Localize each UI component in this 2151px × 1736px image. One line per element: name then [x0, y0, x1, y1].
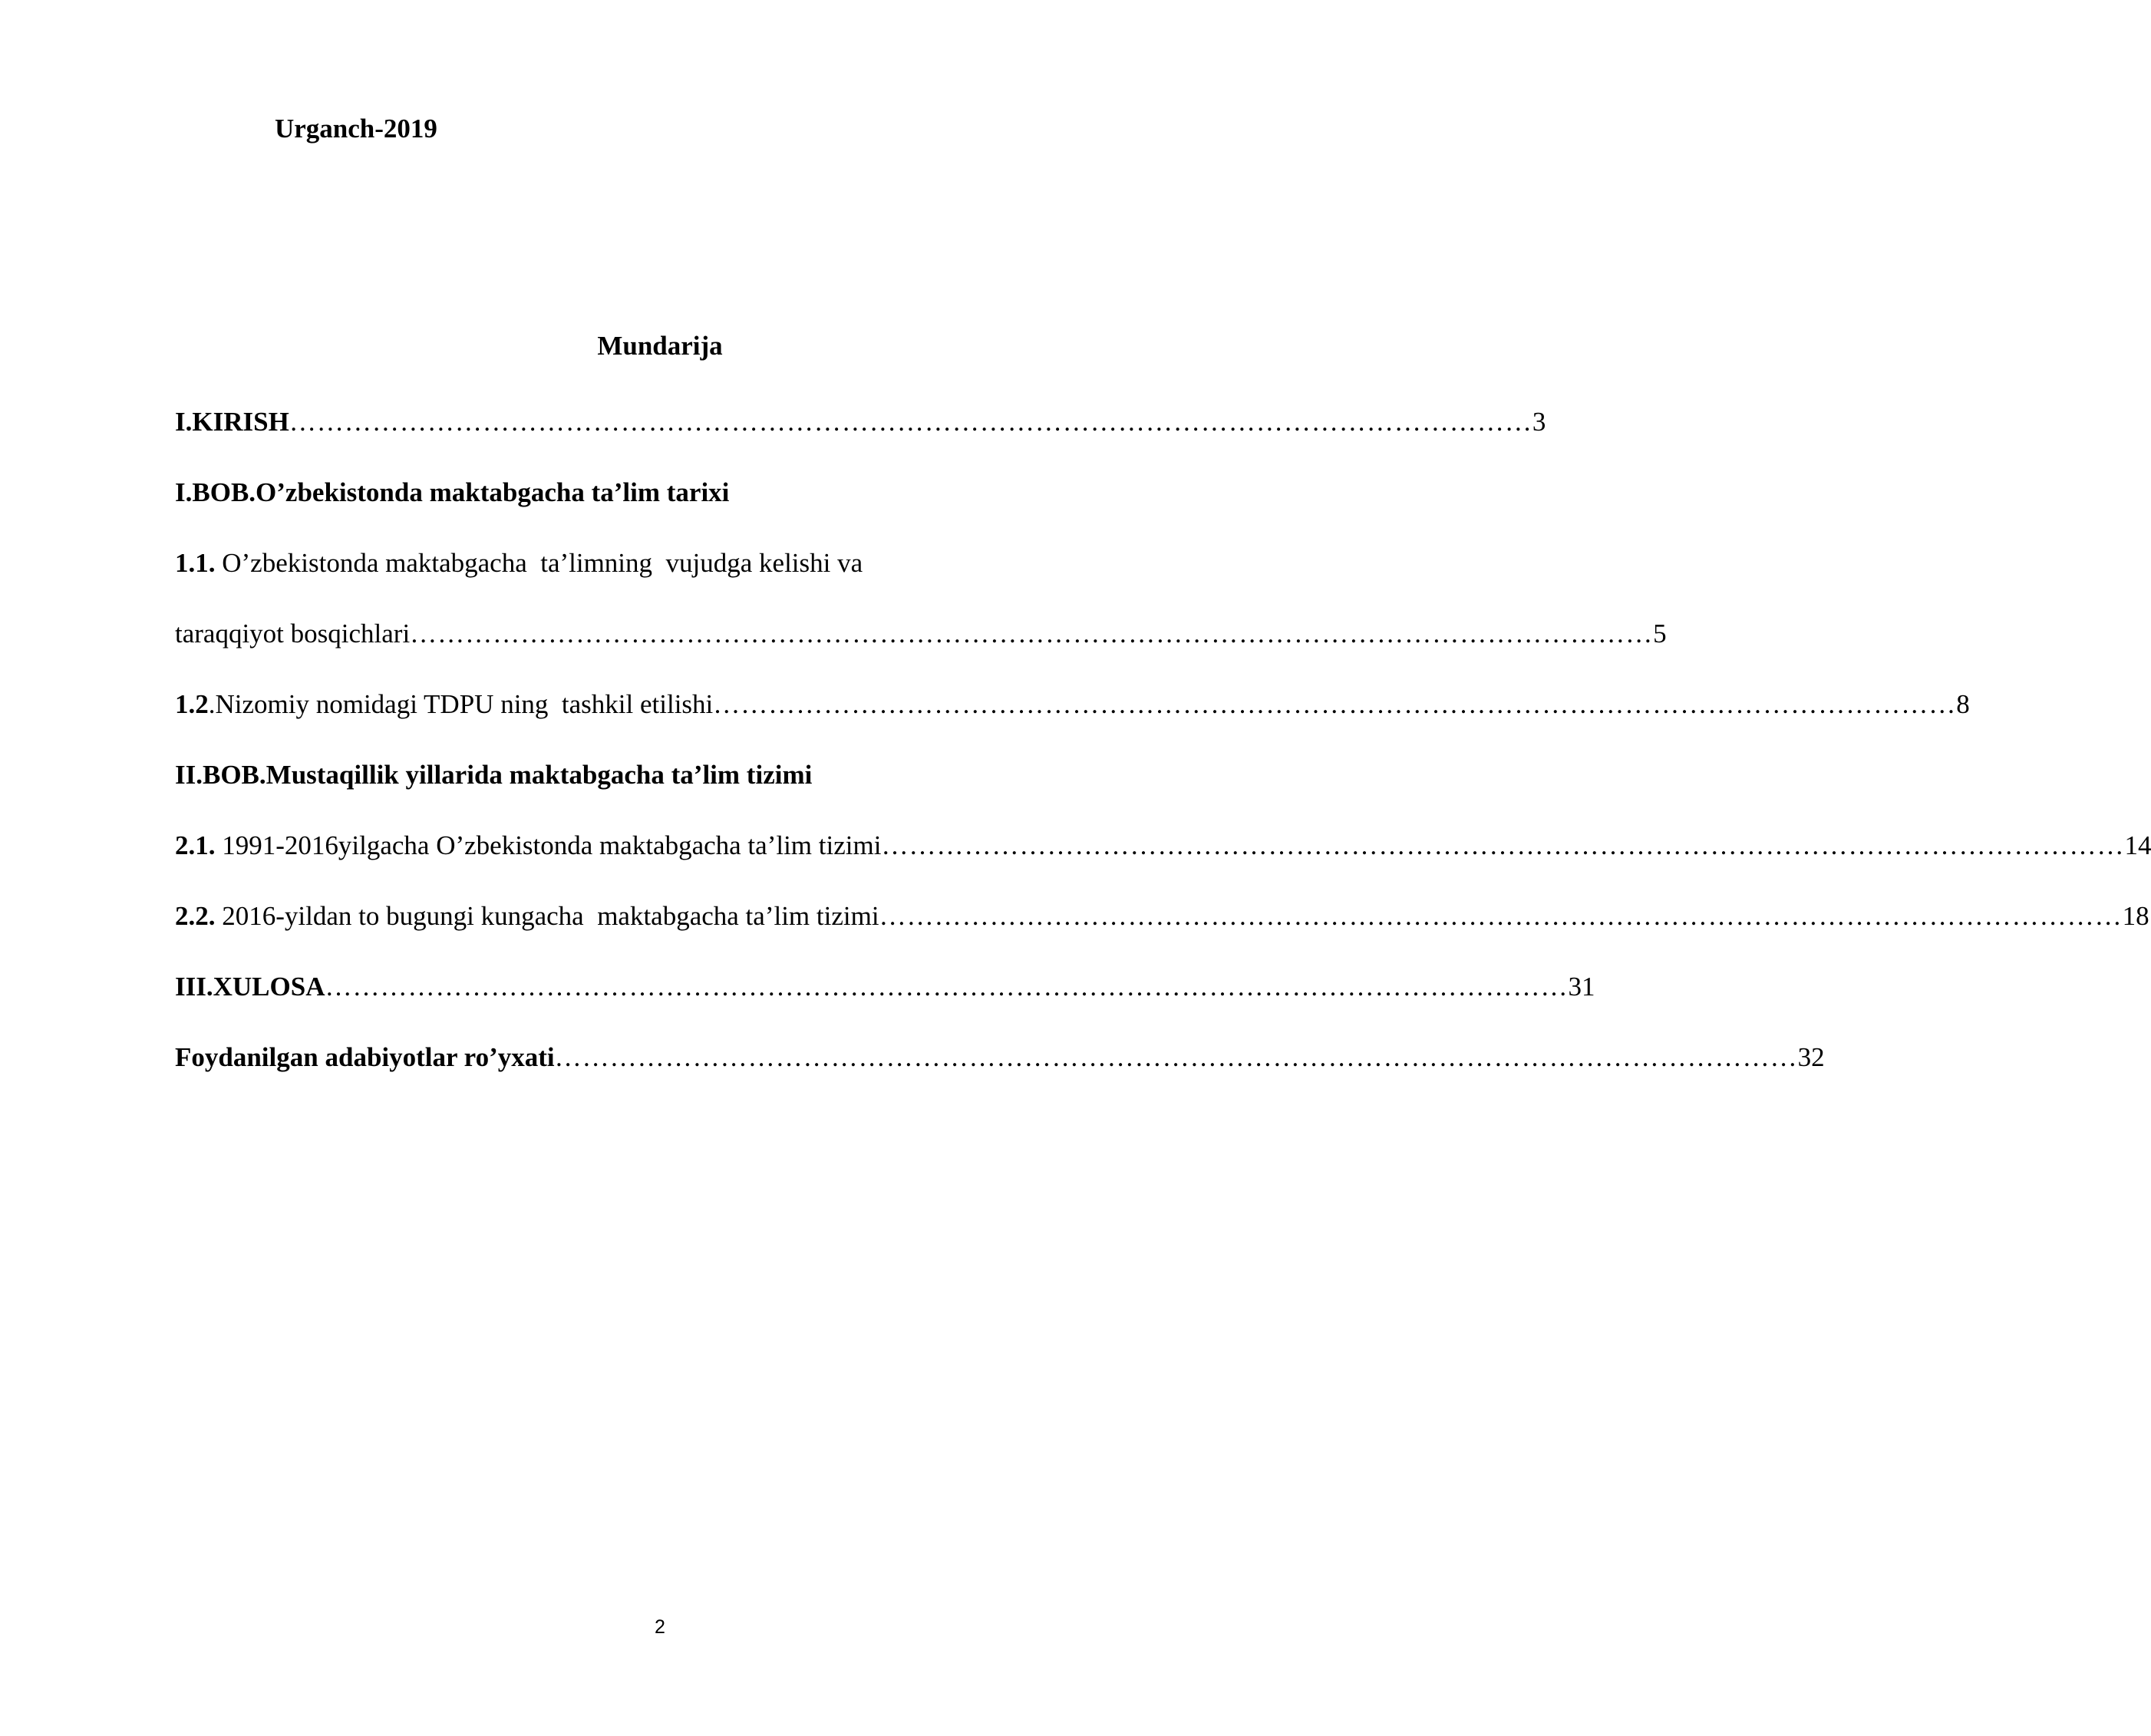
- toc-leader-dots: ………………………………………………………………………………………………………………………: [410, 619, 1654, 649]
- toc-entry-kirish: [175, 405, 1546, 439]
- toc-entry-page: 14: [2124, 830, 2151, 860]
- toc-entry-2-1: [175, 829, 2151, 863]
- toc-leader-dots: ………………………………………………………………………………………………………………………: [879, 901, 2123, 931]
- toc-entry-page: 31: [1568, 972, 1595, 1002]
- toc-leader-dots: ………………………………………………………………………………………………………………………: [881, 830, 2125, 860]
- toc-entry-label: taraqqiyot bosqichlari: [175, 619, 411, 649]
- toc-leader-dots: ………………………………………………………………………………………………………………………: [325, 972, 1569, 1002]
- toc-title: Mundarija: [597, 331, 723, 361]
- toc-entry-chapter-2: [175, 758, 1140, 792]
- toc-entry-page: 18: [2122, 901, 2149, 931]
- toc-entry-label: .Nizomiy nomidagi TDPU ning tashkil etilishi: [208, 689, 714, 719]
- toc-leader-dots: ………………………………………………………………………………………………………………………: [289, 407, 1532, 437]
- toc-entry-label: 2016-yildan to bugungi kungacha maktabgacha ta’lim tizimi: [215, 901, 879, 931]
- toc-entry-page: 3: [1532, 407, 1546, 437]
- toc-entry-label: Foydanilgan adabiyotlar ro’yxati: [175, 1042, 555, 1072]
- toc-entry-page: 8: [1956, 689, 1970, 719]
- toc-entry-1-1: [175, 546, 1140, 580]
- toc-entry-1-2: [175, 688, 1970, 721]
- toc-entry-label: I.BOB.O’zbekistonda maktabgacha ta’lim tarixi: [175, 477, 730, 507]
- toc-entry-chapter-1: [175, 476, 1140, 510]
- toc-entry-number: 1.1.: [175, 548, 216, 578]
- toc-entry-references: [175, 1041, 1825, 1074]
- toc-entry-number: 2.2.: [175, 901, 216, 931]
- toc-leader-dots: ………………………………………………………………………………………………………………………: [554, 1042, 1798, 1072]
- toc-entry-1-1-continued: [175, 617, 1667, 651]
- city-year-heading: Urganch-2019: [275, 114, 437, 144]
- toc-entry-label: II.BOB.Mustaqillik yillarida maktabgacha ta’lim tizimi: [175, 760, 813, 790]
- toc-leader-dots: ………………………………………………………………………………………………………………………: [713, 689, 1957, 719]
- toc-entry-label: III.XULOSA: [175, 972, 325, 1002]
- toc-entry-2-2: [175, 899, 2149, 933]
- toc-entry-label: I.KIRISH: [175, 407, 289, 437]
- toc-entry-xulosa: [175, 970, 1595, 1004]
- toc-entry-label: 1991-2016yilgacha O’zbekistonda maktabgacha ta’lim tizimi: [215, 830, 882, 860]
- toc-entry-number: 1.2: [175, 689, 209, 719]
- toc-entry-page: 5: [1653, 619, 1667, 649]
- toc-entry-number: 2.1.: [175, 830, 216, 860]
- toc-entry-label: O’zbekistonda maktabgacha ta’limning vujudga kelishi va: [215, 548, 863, 578]
- page-number: 2: [655, 1616, 665, 1638]
- toc-entry-page: 32: [1797, 1042, 1825, 1072]
